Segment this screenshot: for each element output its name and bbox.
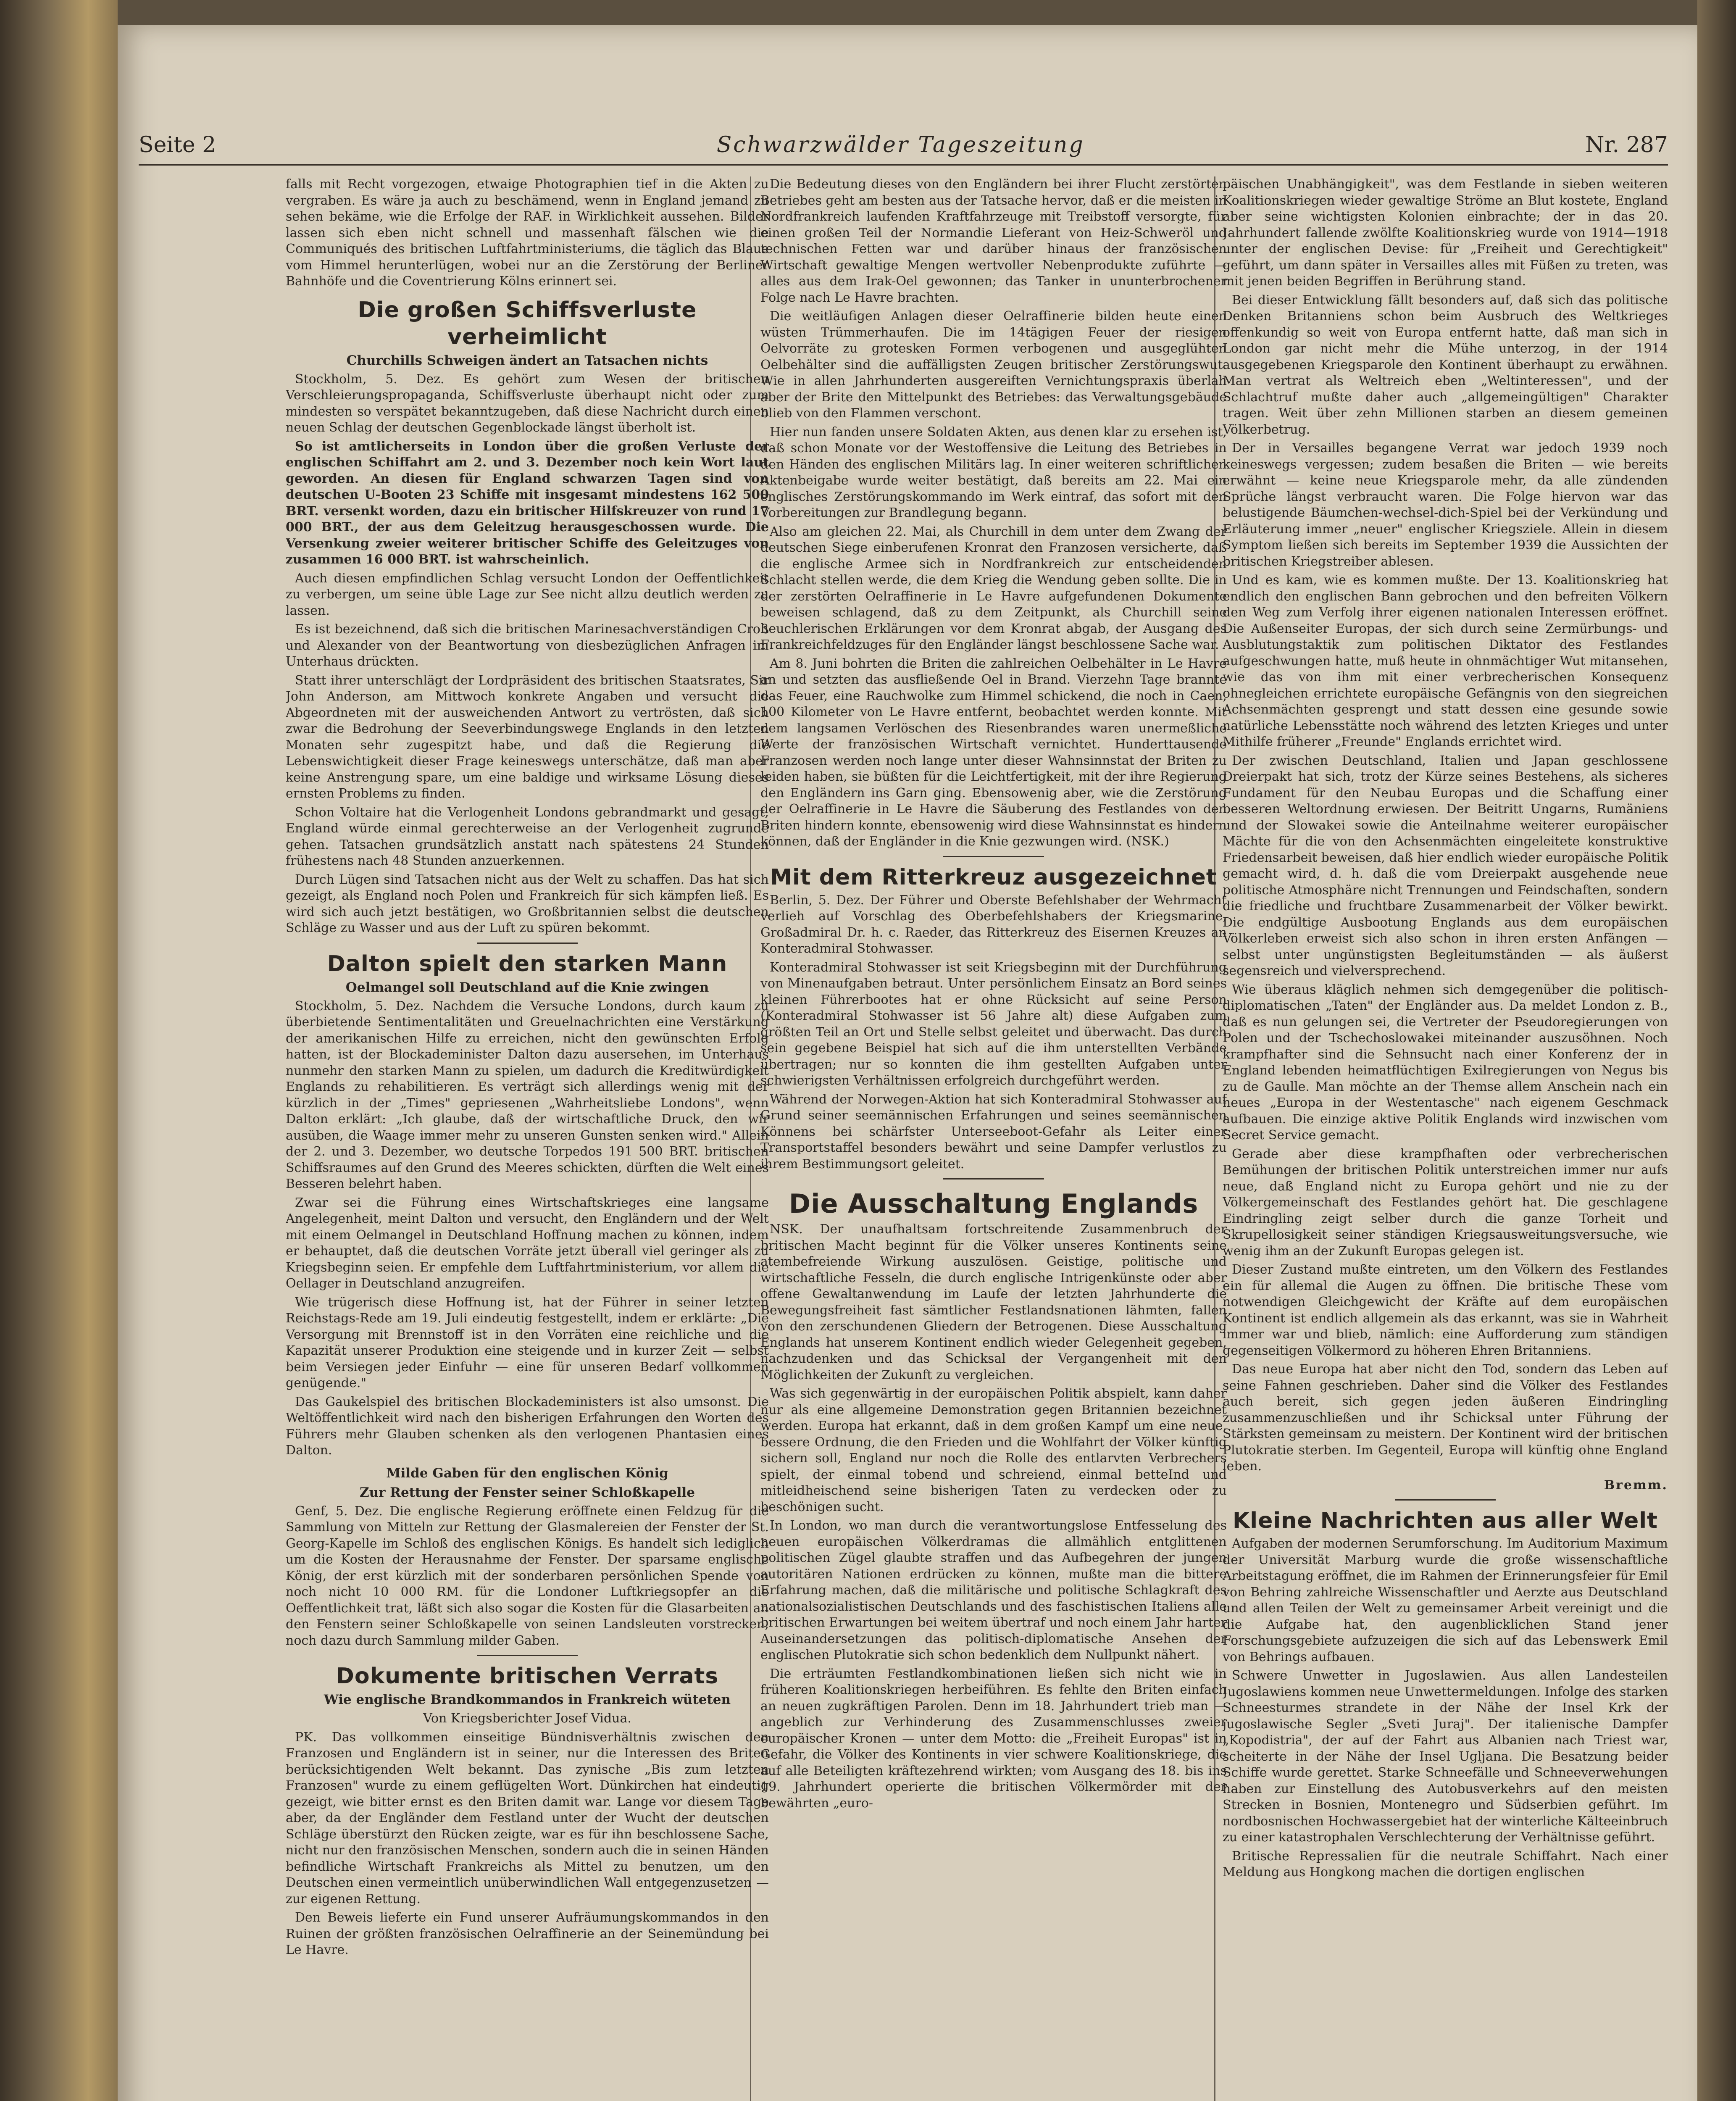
article-headline: Die Ausschaltung Englands: [789, 1188, 1199, 1219]
article-separator: [943, 856, 1044, 857]
paragraph: Schon Voltaire hat die Verlogenheit Londons gebrandmarkt und gesagt, England würde einmal gerechterweise an der Verlogenheit zugrunde gehen. Tatsachen grundsätzlich anstatt nach spätestens 24 Stunden frühestens nach 48 Stunden anzuerkennen.: [286, 805, 769, 868]
article-headline: Die großen Schiffsverluste verheimlicht: [358, 297, 697, 350]
book-binding: [0, 0, 118, 2101]
paragraph: Berlin, 5. Dez. Der Führer und Oberste Befehlshaber der Wehrmacht verlieh auf Vorschlag des Oberbefehlshabers der Kriegsmarine, Großadmiral Dr. h. c. Raeder, das Ritterkreuz des Eisernen Kreuzes an Konteradmiral Stohwasser.: [760, 893, 1227, 956]
paragraph: Statt ihrer unterschlägt der Lordpräsident des britischen Staatsrates, Sir John Anderson, am Mittwoch konkrete Angaben und versucht die Abgeordneten mit der ausweichenden Antwort zu vertrösten, daß sich zwar die Bedrohung der Seeverbindungswege Englands in den letzten Monaten sehr zugespitzt habe, und daß die Regierung die Lebenswichtigkeit dieser Frage keineswegs unterschätze, daß man aber keine Anstrengung spare, um eine baldige und wirksame Lösung dieses ernsten Problems zu finden.: [286, 673, 769, 801]
paragraph: Am 8. Juni bohrten die Briten die zahlreichen Oelbehälter in Le Havre an und setzten das ausfließende Oel in Brand. Vierzehn Tage brannte das Feuer, eine Rauchwolke zum Himmel schickend, die noch in Caen, 100 Kilometer von Le Havre entfernt, beobachtet werden konnte. Mit dem langsamen Verlöschen des Riesenbrandes waren unermeßliche Werte der französischen Wirtschaft vernichtet. Hunderttausende Franzosen werden noch lange unter dieser Wahnsinnstat der Briten zu leiden haben, sie büßten für die Leichtfertigkeit, mit der ihre Regierung den Engländern ins Garn ging. Ebensowenig aber, wie die Zerstörung der Oelraffinerie in Le Havre die Säuberung des Festlandes von den Briten hindern konnte, ebensowenig wird diese Wahnsinnstat es hindern können, daß der Engländer in die Knie gezwungen wird. (NSK.): [760, 656, 1227, 849]
paragraph: Gerade aber diese krampfhaften oder verbrecherischen Bemühungen der britischen Politik unterstreichen immer nur aufs neue, daß England nicht zu Europa gehört und nie zu der Völkergemeinschaft des Festlandes gehört hat. Die geschlagene Eindringling zeigt selber durch die ganze Torheit und Skrupellosigkeit seiner ständigen Kriegsausweitungsversuche, wie wenig ihm an der Zukunft Europas gelegen ist.: [1223, 1146, 1668, 1258]
article-subhead: Oelmangel soll Deutschland auf die Knie zwingen: [345, 979, 709, 995]
paragraph: Die Bedeutung dieses von den Engländern bei ihrer Flucht zerstörten Betriebes geht am besten aus der Tatsache hervor, daß er die meisten in Nordfrankreich laufenden Kraftfahrzeuge mit Treibstoff versorgte, für einen großen Teil der Normandie Lieferant von Heiz-Schweröl und technischen Fetten war und darüber hinaus der französischen Wirtschaft gewaltige Mengen wertvoller Nebenprodukte zuführte — alles aus dem Irak-Oel gewonnen; das Tanker in ununterbrochener Folge nach Le Havre brachten.: [760, 177, 1227, 305]
paragraph: Wie überaus kläglich nehmen sich demgegenüber die politisch-diplomatischen „Taten" der Engländer aus. Da meldet London z. B., daß es nun gelungen sei, die Vertreter der Pseudoregierungen von Polen und der Tschechoslowakei miteinander auszusöhnen. Noch krampfhafter sind die Sehnsucht nach einer Konferenz der in England lebenden heimatflüchtigen Exilregierungen von Negus bis zu de Gaulle. Man möchte an der Themse allem Anschein nach ein neues „Europa in der Westentasche" nach eigenem Geschmack aufbauen. Die einzige aktive Politik Englands wird inzwischen vom Secret Service gemacht.: [1223, 982, 1668, 1143]
paragraph: Der zwischen Deutschland, Italien und Japan geschlossene Dreierpakt hat sich, trotz der Kürze seines Bestehens, als sicheres Fundament für den Neubau Europas und die Schaffung einer besseren Weltordnung erwiesen. Der Beitritt Ungarns, Rumäniens und der Slowakei sowie die Anteilnahme weiterer europäischer Mächte für die von den Achsenmächten eingeleitete konstruktive Friedensarbeit beweisen, daß hier endlich wieder europäische Politik gemacht wird, d. h. daß die vom Dreierpakt ausgehende neue politische Atmosphäre nicht Trennungen und Feindschaften, sondern die friedliche und fruchtbare Zusammenarbeit der Völker bewirkt. Die endgültige Ausbootung Englands aus dem europäischen Völkerleben erweist sich also schon in ihren ersten Anfängen — selbst unter ungünstigsten Begleitumständen — als äußerst segensreich und vielversprechend.: [1223, 753, 1668, 978]
article-separator: [477, 943, 578, 944]
paragraph: Wie trügerisch diese Hoffnung ist, hat der Führer in seiner letzten Reichstags-Rede am 19. Juli eindeutig festgestellt, indem er erklärte: „Die Versorgung mit Brennstoff ist in den Vorräten eine reichliche und die Kapazität unserer Produktion eine steigende und in kurzer Zeit — selbst beim Versiegen jeder Einfuhr — eine für unseren Bedarf vollkommen genügende.": [286, 1295, 769, 1390]
author-signature: Bremm.: [1604, 1477, 1668, 1493]
column-left: [286, 176, 769, 2101]
paragraph: Dieser Zustand mußte eintreten, um den Völkern des Festlandes ein für allemal die Augen zu öffnen. Die britische These vom notwendigen Gleichgewicht der Kräfte auf dem europäischen Kontinent ist endlich allgemein als das erkannt, was sie in Wahrheit immer war und blieb, nämlich: eine Aufforderung zum ständigen gegenseitigen Völkermord zu höheren Ehren Britanniens.: [1223, 1262, 1668, 1358]
paragraph: Stockholm, 5. Dez. Nachdem die Versuche Londons, durch kaum zu überbietende Sentimentalitäten und Greuelnachrichten eine Verstärkung der amerikanischen Hilfe zu erreichen, nicht den gewünschten Erfolg hatten, ist der Blockademinister Dalton dazu ausersehen, im Unterhaus nunmehr den starken Mann zu spielen, um dadurch die Kreditwürdigkeit Englands zu rehabilitieren. Es verträgt sich allerdings wenig mit der kürzlich in der „Times" gepriesenen „Wahrheitsliebe Londons", wenn Dalton erklärt: „Ich glaube, daß der wirtschaftliche Druck, den wir ausüben, die Waage immer mehr zu unseren Gunsten senken wird." Allein der 2. und 3. Dezember, wo deutsche Torpedos 191 500 BRT. britischen Schiffsraumes auf den Grund des Meeres schickten, dürften die Welt eines Besseren belehrt haben.: [286, 998, 769, 1191]
paragraph: päischen Unabhängigkeit", was dem Festlande in sieben weiteren Koalitionskriegen wieder gewaltige Ströme an Blut kostete, England aber seine wichtigsten Kolonien einbrachte; der in das 20. Jahrhundert fallende zwölfte Koalitionskrieg wurde von 1914—1918 unter der englischen Devise: für „Freiheit und Gerechtigkeit" geführt, um dann später in Versailles alles mit Füßen zu treten, was mit jenen beiden Begriffen in Berührung stand.: [1223, 177, 1668, 289]
paragraph: Also am gleichen 22. Mai, als Churchill in dem unter dem Zwang der deutschen Siege einberufenen Kronrat den Franzosen versicherte, daß die englische Armee sich in Nordfrankreich zur entscheidenden Schlacht stellen werde, die dem Krieg die Wendung geben sollte. Die in der zerstörten Oelraffinerie in Le Havre aufgefundenen Dokumente beweisen schlagend, daß zu dem Zeitpunkt, als Churchill seine heuchlerischen Erklärungen vor dem Kronrat abgab, der Ausgang des Frankreichfeldzuges für den Engländer längst beschlossene Sache war.: [760, 524, 1227, 652]
article-separator: [477, 1655, 578, 1656]
paragraph: Die weitläufigen Anlagen dieser Oelraffinerie bilden heute einen wüsten Trümmerhaufen. Die im 14tägigen Feuer der riesigen Oelvorräte zu grotesken Formen verbogenen und ausgeglühten Oelbehälter sind die auffälligsten Zeugen britischer Zerstörungswut. Wie in allen Jahrhunderten ausgereiften Vernichtungspraxis überlah aber der Brite den Mittelpunkt des Betriebes: das Verwaltungsgebäude blieb von den Flammen verschont.: [760, 309, 1227, 421]
paragraph: Es ist bezeichnend, daß sich die britischen Marinesachverständigen Croß und Alexander von der Beantwortung von diesbezüglichen Anfragen im Unterhaus drückten.: [286, 622, 769, 669]
masthead-title: Schwarzwälder Tageszeitung: [716, 132, 1085, 158]
paragraph: Genf, 5. Dez. Die englische Regierung eröffnete einen Feldzug für die Sammlung von Mitteln zur Rettung der Glasmalereien der Fenster der St. Georg-Kapelle im Schloß des englischen Königs. Es handelt sich lediglich um die Kosten der Herausnahme der Fenster. Der sparsame englische König, der erst kürzlich mit der sonderbaren persönlichen Spende von noch nicht 10 000 RM. für die Londoner Luftkriegsopfer an die Oeffentlichkeit trat, läßt sich also sogar die Kosten für die Glasarbeiten an den Fenstern seiner Schloßkapelle von seinen Landsleuten vorstrecken, noch dazu durch Sammlung milder Gaben.: [286, 1503, 769, 1648]
article-subhead: Zur Rettung der Fenster seiner Schloßkapelle: [359, 1485, 695, 1500]
issue-number: Nr. 287: [1585, 132, 1668, 158]
article-subhead: Wie englische Brandkommandos in Frankreich wüteten: [324, 1692, 731, 1707]
article-byline: Von Kriegsberichter Josef Vidua.: [423, 1711, 631, 1726]
paragraph: Schwere Unwetter in Jugoslawien. Aus allen Landesteilen Jugoslawiens kommen neue Unwettermeldungen. Infolge des starken Schneesturmes strandete in der Nähe der Insel Krk der jugoslawische Segler „Sveti Juraj". Der italienische Dampfer „Kopodistria", der auf der Fahrt aus Albanien nach Triest war, scheiterte in der Nähe der Insel Ugljana. Die Besatzung beider Schiffe wurde gerettet. Starke Schneefälle und Schneeverwehungen haben zur Einstellung des Autobusverkehrs auf den meisten Strecken in Bosnien, Montenegro und Südserbien geführt. Im nordbosnischen Hochwassergebiet hat der winterliche Kälteeinbruch zu einer katastrophalen Verschlechterung der Verhältnisse geführt.: [1223, 1668, 1668, 1845]
paragraph: Der in Versailles begangene Verrat war jedoch 1939 noch keineswegs vergessen; zudem besaßen die Briten — wie bereits erwähnt — keine neue Kriegsparole mehr, da alle zündenden Sprüche längst verbraucht waren. Die Folge hiervon war das belustigende Bäumchen-wechsel-dich-Spiel bei der Verkündung und Erläuterung immer „neuer" englischer Kriegsziele. Allein in diesem Symptom ließen sich bereits im September 1939 die Aussichten der britischen Kriegstreiber ablesen.: [1223, 441, 1668, 569]
article-headline: Dalton spielt den starken Mann: [327, 951, 728, 977]
article-separator: [1395, 1499, 1496, 1501]
column-right: [1223, 176, 1668, 2101]
paragraph: Durch Lügen sind Tatsachen nicht aus der Welt zu schaffen. Das hat sich gezeigt, als England noch Polen und Frankreich für sich kämpfen ließ. Es wird sich auch jetzt bestätigen, wo Großbritannien selbst die deutschen Schläge zu Wasser und aus der Luft zu spüren bekommt.: [286, 872, 769, 935]
paragraph: Zwar sei die Führung eines Wirtschaftskrieges eine langsame Angelegenheit, meint Dalton und versucht, den Engländern und der Welt mit einem Oelmangel in Deutschland Hoffnung machen zu können, indem er behauptet, daß die deutschen Vorräte jetzt überall viel geringer als zu Kriegsbeginn seien. Er empfehle dem Luftfahrtministerium, vor allem die Oellager in Deutschland anzugreifen.: [286, 1195, 769, 1291]
paragraph: Was sich gegenwärtig in der europäischen Politik abspielt, kann daher nur als eine allgemeine Demonstration gegen Britannien bezeichnet werden. Europa hat erkannt, daß in dem großen Kampf um eine neue, bessere Ordnung, die den Frieden und die Wohlfahrt der Völker künftig sichern soll, England nur noch die Rolle des entlarvten Verbrechers spielt, der einmal tobend und schreiend, einmal betteInd und mitleidheischend seine bisherigen Taten zu verdecken oder zu beschönigen sucht.: [760, 1386, 1227, 1514]
paragraph: In London, wo man durch die verantwortungslose Entfesselung des neuen europäischen Völkerdramas die allmählich entglittenen politischen Zügel glaubte straffen und das Aufbegehren der jungen autoritären Nationen erdrücken zu können, mußte man die bittere Erfahrung machen, daß die militärische und politische Schlagkraft des nationalsozialistischen Deutschlands und des faschistischen Italiens alle britischen Erwartungen bei weitem übertraf und noch einem Jahr harter Auseinandersetzungen das politisch-diplomatische Ansehen der englischen Plutokratie sich schon bedenklich dem Nullpunkt nähert.: [760, 1518, 1227, 1662]
paragraph: So ist amtlicherseits in London über die großen Verluste der englischen Schiffahrt am 2. und 3. Dezember noch kein Wort laut geworden. An diesen für England schwarzen Tagen sind von deutschen U-Booten 23 Schiffe mit insgesamt mindestens 162 500 BRT. versenkt worden, dazu ein britischer Hilfskreuzer von rund 17 000 BRT., der aus dem Geleitzug herausgeschossen wurde. Die Versenkung zweier weiterer britischer Schiffe des Geleitzuges von zusammen 16 000 BRT. ist wahrscheinlich.: [286, 439, 769, 567]
paragraph: Das Gaukelspiel des britischen Blockadeministers ist also umsonst. Die Weltöffentlichkeit wird nach den bisherigen Erfahrungen den Worten des Führers mehr Glauben schenken als den verlogenen Phantasien eines Dalton.: [286, 1394, 769, 1458]
paragraph: Hier nun fanden unsere Soldaten Akten, aus denen klar zu ersehen ist, daß schon Monate vor der Westoffensive die Leitung des Betriebes in den Händen des englischen Militärs lag. In einer weiteren schriftlichen Aktenbeigabe wurde weiter bestätigt, daß bereits am 22. Mai ein englisches Zerstörungskommando im Werk eintraf, das sofort mit den Vorbereitungen zur Brandlegung begann.: [760, 424, 1227, 520]
paragraph: Bei dieser Entwicklung fällt besonders auf, daß sich das politische Denken Britanniens schon beim Ausbruch des Weltkrieges offenkundig so weit von Europa entfernt hatte, daß man sich in London gar nicht mehr die Mühe unterzog, in der 1914 ausgegebenen Kriegsparole den Kontinent überhaupt zu erwähnen. Man vertrat als Weltreich eben „Weltinteressen", und der Schlachtruf mußte daher auch „allgemeingültigen" Charakter tragen. Weit über zehn Millionen starben an diesem gemeinen Völkerbetrug.: [1223, 292, 1668, 437]
article-separator: [943, 1178, 1044, 1180]
paragraph: Während der Norwegen-Aktion hat sich Konteradmiral Stohwasser auf Grund seiner seemännischen Erfahrungen und seines seemännischen Könnens bei schärfster Unterseeboot-Gefahr als Leiter einer Transportstaffel besonders bewährt und seine Dampfer verlustlos zu ihrem Bestimmungsort geleitet.: [760, 1092, 1227, 1172]
article-subhead: Churchills Schweigen ändert an Tatsachen nichts: [346, 353, 708, 368]
paragraph: Aufgaben der modernen Serumforschung. Im Auditorium Maximum der Universität Marburg wurde die große wissenschaftliche Arbeitstagung eröffnet, die im Rahmen der Erinnerungsfeier für Emil von Behring zahlreiche Wissenschaftler und Aerzte aus Deutschland und allen Teilen der Welt zu gemeinsamer Arbeit vereinigt und die die Aufgabe hat, den augenblicklichen Stand jener Forschungsgebiete aufzuzeigen die sich auf das Lebenswerk Emil von Behrings aufbauen.: [1223, 1536, 1668, 1664]
paragraph: PK. Das vollkommen einseitige Bündnisverhältnis zwischen den Franzosen und Engländern ist in seiner, nur die Interessen des Briten berücksichtigenden Welt bekannt. Das zynische „Bis zum letzten Franzosen" wurde zu einem geflügelten Wort. Dünkirchen hat eindeutig gezeigt, wie bitter ernst es den Briten damit war. Lange vor diesem Tage aber, da der Engländer dem Festland unter der Wucht der deutschen Schläge überstürzt den Rücken zeigte, war es für ihn beschlossene Sache, nicht nur den französischen Menschen, sondern auch die in seinen Händen befindliche Wirtschaft Frankreichs als Mittel zu benutzen, um den Deutschen einen vermeintlich unüberwindlichen Wall entgegenzusetzen — zur eigenen Rettung.: [286, 1730, 769, 1906]
paragraph: NSK. Der unaufhaltsam fortschreitende Zusammenbruch der britischen Macht beginnt für die Völker unseres Kontinents seine atembefreiende Wirkung auszulösen. Geistige, politische und wirtschaftliche Fesseln, die durch englische Intrigenkünste oder aber offene Gewaltanwendung im Laufe der letzten Jahrhunderte die Bewegungsfreiheit fast sämtlicher Festlandsnationen lähmten, fallen von den zerschundenen Gliedern der Betrogenen. Diese Ausschaltung Englands hat unserem Kontinent endlich wieder Gelegenheit gegeben, nachzudenken und das Schicksal der Vergangenheit mit den Möglichkeiten der Zukunft zu vergleichen.: [760, 1222, 1227, 1382]
paragraph: Stockholm, 5. Dez. Es gehört zum Wesen der britischen Verschleierungspropaganda, Schiffsverluste überhaupt nicht oder zum mindesten so verspätet bekanntzugeben, daß diese Nachricht durch einen neuen Schlag der deutschen Gegenblockade längst überholt ist.: [286, 371, 769, 435]
article-headline: Kleine Nachrichten aus aller Welt: [1233, 1508, 1658, 1533]
page-header: [139, 126, 1668, 166]
paragraph: Und es kam, wie es kommen mußte. Der 13. Koalitionskrieg hat endlich den englischen Bann gebrochen und den befreiten Völkern den Weg zum Verfolg ihrer eigenen nationalen Interessen eröffnet. Die Außenseiter Europas, der sich durch seine Zermürbungs- und Ausblutungstaktik zum politischen Diktator des Festlandes aufgeschwungen hatte, muß heute in ohnmächtiger Wut mitansehen, wie das von ihm mit einer verbrecherischen Konsequenz ohnegleichen errichtete europäische Gefängnis von den siegreichen Achsenmächten gesprengt und statt dessen eine gesunde sowie natürliche Lebensstätte noch während des letzten Krieges und unter Mithilfe früherer „Freunde" Englands errichtet wird.: [1223, 573, 1668, 749]
paragraph: Das neue Europa hat aber nicht den Tod, sondern das Leben auf seine Fahnen geschrieben. Daher sind die Völker des Festlandes auch bereit, sich gegen jeden äußeren Eindringling zusammenzuschließen und ihr Schicksal unter Führung der Stärksten gemeinsam zu meistern. Der Kontinent wird der britischen Plutokratie sterben. Im Gegenteil, Europa will künftig ohne England leben.: [1223, 1362, 1668, 1474]
paragraph: Den Beweis lieferte ein Fund unserer Aufräumungskommandos in den Ruinen der größten französischen Oelraffinerie an der Seinemündung bei Le Havre.: [286, 1910, 769, 1957]
article-continuation: falls mit Recht vorgezogen, etwaige Photographien tief in die Akten zu vergraben. Es wäre ja auch zu beschämend, wenn in England jemand zu sehen bekäme, wie die Erfolge der RAF. in Wirklichkeit aussehen. Bilder lassen sich eben nicht schnell und massenhaft fälschen wie die Communiqués des britischen Luftfahrtministeriums, die täglich das Blaue vom Himmel herunterlügen, wobei nur an die Zerstörung der Berliner Bahnhöfe und die Coventrierung Kölns erinnert sei.: [286, 177, 769, 289]
article-headline: Mit dem Ritterkreuz ausgezeichnet: [770, 864, 1217, 890]
paragraph: Konteradmiral Stohwasser ist seit Kriegsbeginn mit der Durchführung von Minenaufgaben betraut. Unter persönlichem Einsatz an Bord seines kleinen Führerbootes hat er ohne Rücksicht auf seine Person (Konteradmiral Stohwasser ist 56 Jahre alt) diese Aufgaben zum größten Teil an Ort und Stelle selbst geleitet und überwacht. Das durch sein gegebene Beispiel hat sich auf die ihm unterstellten Verbände übertragen; nur so konnten die ihm gestellten Aufgaben unter schwierigsten Verhältnissen erfolgreich durchgeführt werden.: [760, 960, 1227, 1088]
page-edge-shadow: [1697, 0, 1736, 2101]
page-number: Seite 2: [139, 132, 216, 158]
paragraph: Britische Repressalien für die neutrale Schiffahrt. Nach einer Meldung aus Hongkong machen die dortigen englischen: [1223, 1848, 1668, 1880]
paragraph: Die erträumten Festlandkombinationen ließen sich nicht wie in früheren Koalitionskriegen herbeiführen. Es fehlte den Briten einfach an neuen zugkräftigen Parolen. Denn im 18. Jahrhundert trieb man — angeblich zur Verhinderung des Zusammenschlusses zweier europäischer Kronen — unter dem Motto: die „Freiheit Europas" ist in Gefahr, die Völker des Kontinents in vier schwere Koalitionskriege, die auf alle Beteiligten kräftezehrend wirkten; vom Ausgang des 18. bis ins 19. Jahrhundert operierte die britischen Völkermörder mit der bewährten „euro-: [760, 1666, 1227, 1811]
column-middle: [760, 176, 1227, 2101]
article-headline: Dokumente britischen Verrats: [336, 1664, 719, 1689]
article-headline: Milde Gaben für den englischen König: [386, 1465, 668, 1481]
paragraph: Auch diesen empfindlichen Schlag versucht London der Oeffentlichkeit zu verbergen, um seine üble Lage zur See nicht allzu deutlich werden zu lassen.: [286, 571, 769, 618]
